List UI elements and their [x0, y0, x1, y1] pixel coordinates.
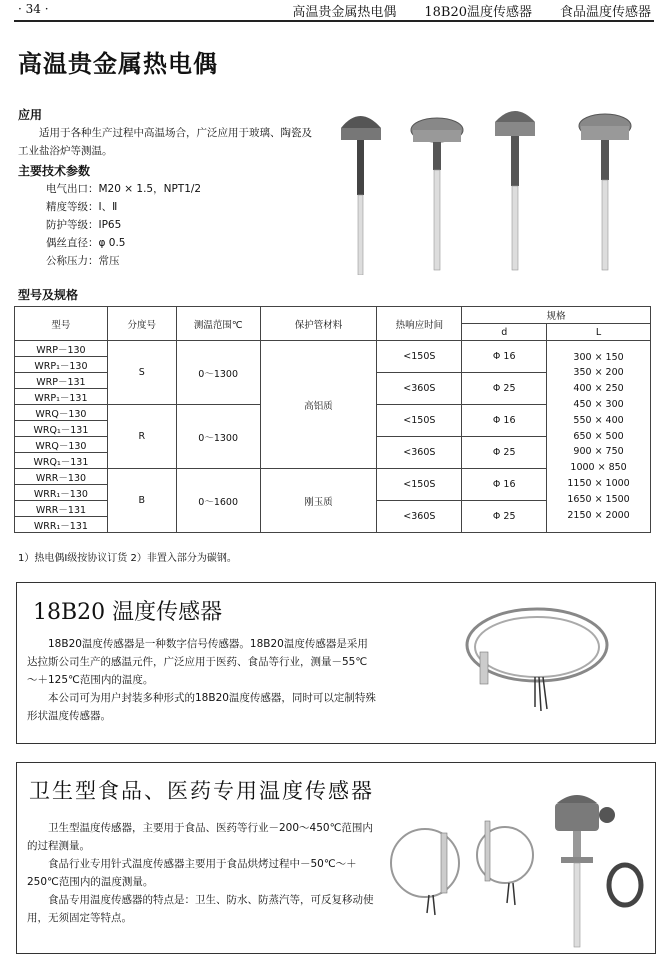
diameter-cell: Φ 25	[462, 373, 547, 405]
response-cell: <150S	[377, 341, 462, 373]
length-value: 650 × 500	[573, 430, 624, 442]
application-text: 适用于各种生产过程中高温场合，广泛应用于玻璃、陶瓷及工业盐浴炉等测温。	[18, 127, 312, 157]
header-category: 高温贵金属热电偶	[292, 5, 397, 20]
table-header: 保护管材料	[260, 307, 377, 341]
model-cell: WRQ－130	[15, 437, 108, 453]
response-cell: <360S	[377, 501, 462, 533]
model-cell: WRQ₁－131	[15, 421, 108, 437]
table-header: 热响应时间	[377, 307, 462, 341]
range-cell: 0～1600	[176, 469, 260, 533]
table-header: d	[462, 324, 547, 341]
length-value: 450 × 300	[573, 399, 624, 410]
diameter-cell: Φ 16	[462, 469, 547, 501]
table-header: 分度号	[107, 307, 176, 341]
length-value: 300 × 150	[573, 351, 624, 363]
table-header: 型号	[15, 307, 108, 341]
table-header: L	[547, 324, 651, 341]
box-text	[27, 819, 377, 927]
graduation-cell: S	[107, 341, 176, 405]
graduation-cell: R	[107, 405, 176, 469]
diameter-cell: Φ 16	[462, 341, 547, 373]
length-cell	[547, 341, 651, 533]
header-category: 18B20温度传感器	[424, 5, 532, 20]
diameter-cell: Φ 25	[462, 501, 547, 533]
paragraph: 18B20温度传感器是一种数字信号传感器。18B20温度传感器是采用达拉斯公司生产的感温元件，广泛应用于医药、食品等行业，测量－55℃～＋125℃范围内的温度。	[27, 638, 368, 686]
spec-item: 公称压力：常压	[46, 255, 120, 267]
spec-item: 防护等级：IP65	[46, 219, 122, 231]
probe-image-2	[477, 821, 533, 905]
tech-heading: 主要技术参数	[18, 164, 91, 178]
length-value: 900 × 750	[573, 446, 624, 458]
paragraph: 卫生型温度传感器，主要用于食品、医药等行业－200～450℃范围内的过程测量。	[27, 822, 373, 852]
table-heading: 型号及规格	[18, 288, 79, 302]
thermocouple-image-2	[411, 118, 463, 270]
probe-image-1	[391, 829, 459, 915]
diameter-cell: Φ 16	[462, 405, 547, 437]
box-text	[27, 635, 377, 725]
spec-table	[14, 306, 651, 533]
response-cell: <150S	[377, 469, 462, 501]
page-number: · 34 ·	[18, 2, 49, 16]
model-cell: WRP₁－131	[15, 389, 108, 405]
material-cell: 高铝质	[260, 341, 377, 469]
paragraph: 本公司可为用户封装多种形式的18B20温度传感器，同时可以定制特殊形状温度传感器。	[27, 692, 376, 722]
model-cell: WRQ－130	[15, 405, 108, 421]
thermocouple-images	[335, 100, 655, 275]
response-cell: <360S	[377, 373, 462, 405]
application-heading: 应用	[18, 108, 43, 122]
header-categories	[292, 1, 651, 20]
model-cell: WRR－130	[15, 469, 108, 485]
spec-item: 精度等级：Ⅰ、Ⅱ	[46, 201, 118, 213]
sanitary-thermocouple-image	[555, 795, 641, 947]
thermocouple-image-4	[579, 114, 631, 270]
cable-sensor-image	[447, 597, 617, 727]
box-title: 18B20 温度传感器	[33, 600, 223, 625]
response-cell: <360S	[377, 437, 462, 469]
food-sensor-box	[16, 762, 656, 954]
sensor-18b20-box	[16, 582, 656, 744]
length-value: 1150 × 1000	[567, 477, 630, 489]
length-value: 1650 × 1500	[567, 493, 630, 505]
food-sensor-images	[385, 785, 653, 951]
diameter-cell: Φ 25	[462, 437, 547, 469]
response-cell: <150S	[377, 405, 462, 437]
length-value: 400 × 250	[573, 383, 624, 395]
length-value: 550 × 400	[573, 414, 624, 426]
section-title: 高温贵金属热电偶	[18, 50, 218, 78]
material-cell: 刚玉质	[260, 469, 377, 533]
paragraph: 食品行业专用针式温度传感器主要用于食品烘烤过程中－50℃～＋250℃范围内的温度测量。	[27, 858, 357, 888]
length-value: 2150 × 2000	[567, 509, 630, 521]
range-cell: 0～1300	[176, 341, 260, 405]
model-cell: WRQ₁－131	[15, 453, 108, 469]
table-footnote: 1）热电偶Ⅰ级按协议订货 2）非置入部分为碳钢。	[18, 553, 237, 564]
header-category: 食品温度传感器	[559, 5, 651, 20]
model-cell: WRR₁－130	[15, 485, 108, 501]
spec-item: 偶丝直径：φ 0.5	[46, 237, 126, 249]
thermocouple-image-3	[495, 111, 535, 270]
thermocouple-image-1	[341, 116, 381, 275]
box-title: 卫生型食品、医药专用温度传感器	[29, 779, 374, 803]
model-cell: WRR₁－131	[15, 517, 108, 533]
paragraph: 食品专用温度传感器的特点是：卫生、防水、防蒸汽等，可反复移动使用，无须固定等特点。	[27, 894, 374, 924]
spec-item: 电气出口：M20 × 1.5，NPT1/2	[46, 183, 202, 195]
length-value: 350 × 200	[573, 367, 624, 379]
table-header: 测温范围℃	[176, 307, 260, 341]
length-value: 1000 × 850	[570, 462, 627, 474]
model-cell: WRP－130	[15, 341, 108, 357]
range-cell: 0～1300	[176, 405, 260, 469]
model-cell: WRP－131	[15, 373, 108, 389]
model-cell: WRP₁－130	[15, 357, 108, 373]
table-header: 规格	[462, 307, 651, 324]
graduation-cell: B	[107, 469, 176, 533]
model-cell: WRR－131	[15, 501, 108, 517]
